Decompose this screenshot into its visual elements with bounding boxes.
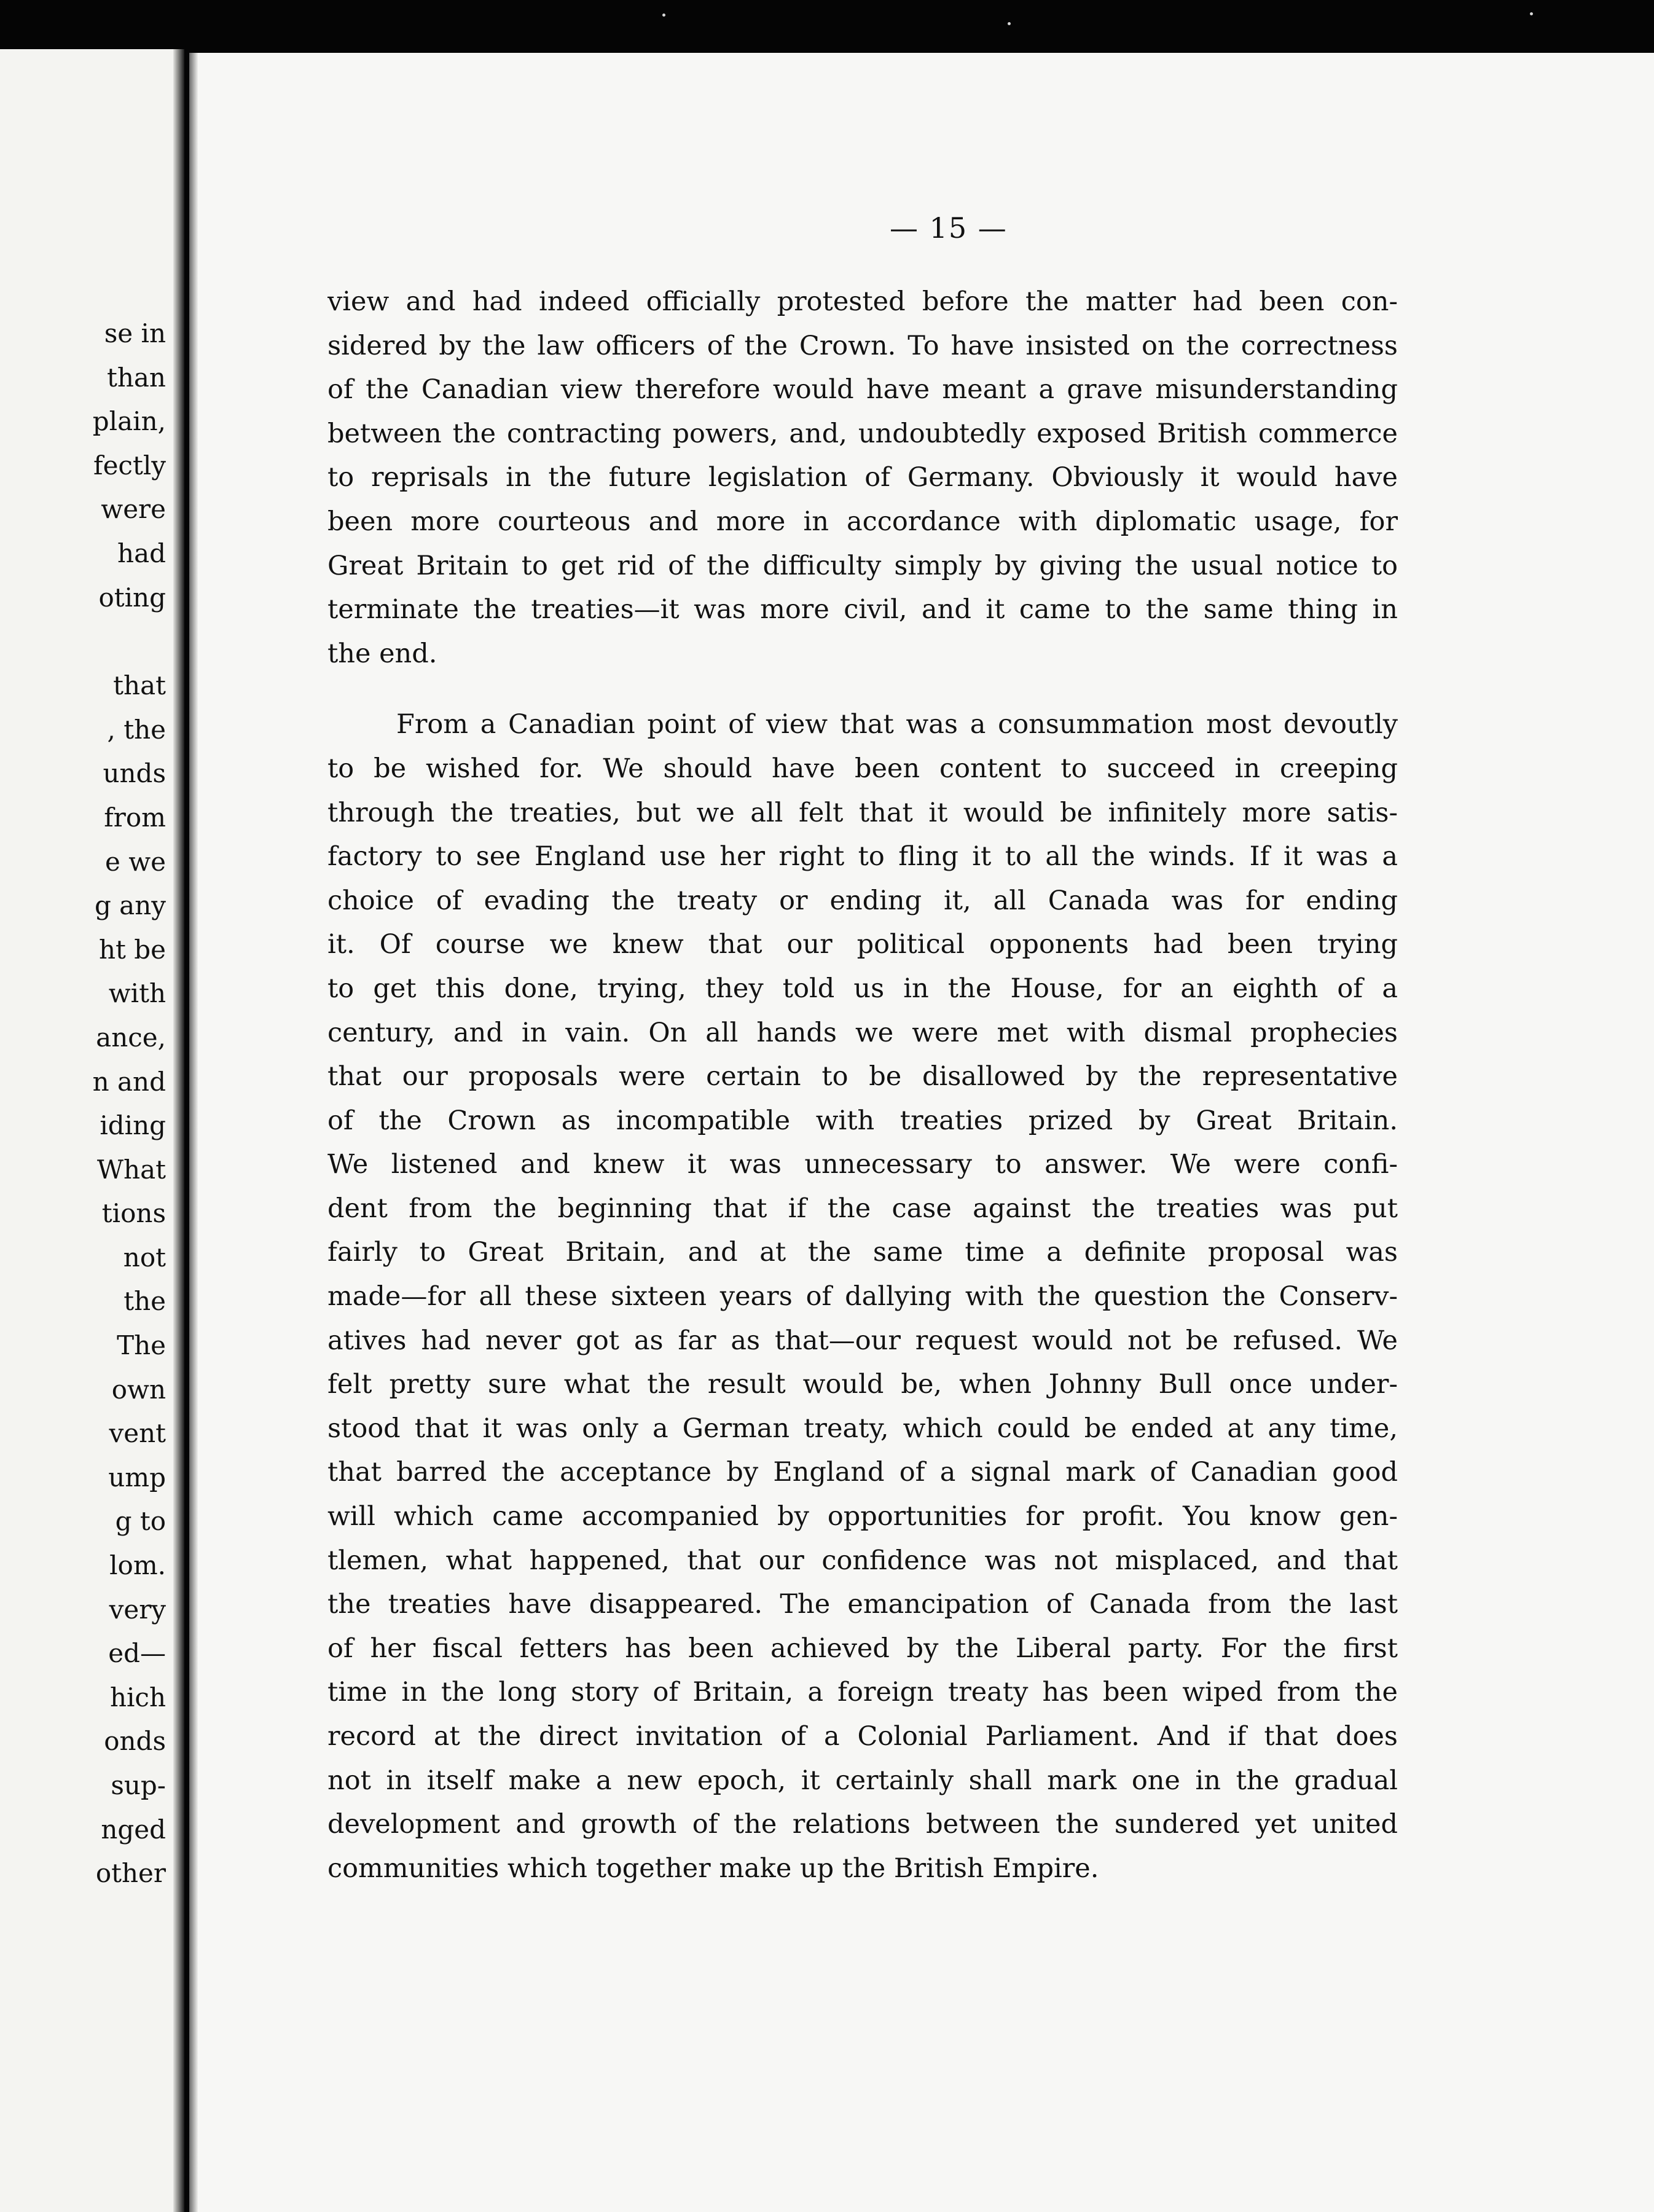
text-line: of the Canadian view therefore would have meant a grave misunderstanding [327, 374, 1398, 406]
right-page [189, 53, 1654, 2212]
left-page-fragment: g any [94, 890, 166, 921]
left-page-fragment: than [106, 362, 166, 393]
left-page-fragment: , the [107, 714, 166, 745]
left-page-fragment: from [104, 802, 166, 833]
left-page-fragment: not [123, 1242, 166, 1273]
text-line: of her fiscal fetters has been achieved by the Liberal party. For the first [327, 1633, 1398, 1664]
left-page-fragment: the [123, 1286, 166, 1317]
text-line: of the Crown as incompatible with treaties prized by Great Britain. [327, 1105, 1398, 1136]
text-line: choice of evading the treaty or ending it, all Canada was for ending [327, 885, 1398, 916]
text-line: to reprisals in the future legislation of Germany. Obviously it would have [327, 462, 1398, 493]
left-page-fragment: had [117, 538, 166, 568]
text-line: We listened and knew it was unnecessary to answer. We were confi- [327, 1149, 1398, 1180]
gutter-shadow [173, 49, 184, 2212]
page-edge-shadow [189, 53, 198, 2212]
text-line: time in the long story of Britain, a foreign treaty has been wiped from the [327, 1677, 1398, 1708]
text-line: between the contracting powers, and, undoubtedly exposed British commerce [327, 418, 1398, 449]
text-line: Great Britain to get rid of the difficulty simply by giving the usual notice to [327, 550, 1398, 581]
text-line: the end. [327, 638, 437, 669]
text-line: terminate the treaties—it was more civil, and it came to the same thing in [327, 594, 1398, 626]
text-line: it. Of course we knew that our political opponents had been trying [327, 929, 1398, 960]
left-page-fragment: sup- [111, 1770, 166, 1800]
text-line: dent from the beginning that if the case against the treaties was put [327, 1193, 1398, 1224]
left-page-fragment: own [111, 1374, 166, 1405]
left-page-fragment: tions [101, 1198, 166, 1229]
left-page-fragment: unds [103, 758, 166, 789]
text-line: factory to see England use her right to fling it to all the winds. If it was a [327, 841, 1398, 873]
paragraph-gap [327, 676, 1398, 703]
left-page-fragment: very [109, 1594, 166, 1625]
left-page-fragment: ed— [108, 1638, 166, 1669]
left-page-fragment: plain, [92, 406, 166, 437]
text-line: communities which together make up the British Empire. [327, 1853, 1099, 1884]
text-line: to get this done, trying, they told us in the House, for an eighth of a [327, 973, 1398, 1004]
text-line: made—for all these sixteen years of dallying with the question the Conserv- [327, 1281, 1398, 1312]
text-line: record at the direct invitation of a Colonial Parliament. And if that does [327, 1721, 1398, 1752]
left-page-fragment [93, 619, 166, 664]
text-line: been more courteous and more in accordance with diplomatic usage, for [327, 506, 1398, 537]
text-line: stood that it was only a German treaty, which could be ended at any time, [327, 1413, 1398, 1444]
left-page-fragment: n and [92, 1066, 166, 1097]
left-page-fragment: ht be [98, 934, 166, 965]
paragraph-2 [327, 703, 1398, 1891]
text-line: that barred the acceptance by England of a signal mark of Canadian good [327, 1457, 1398, 1488]
page-number: — 15 — [890, 211, 1008, 245]
text-line: view and had indeed officially protested before the matter had been con- [327, 286, 1398, 317]
left-page-fragment: nged [101, 1814, 166, 1845]
text-line: to be wished for. We should have been content to succeed in creeping [327, 753, 1398, 784]
paragraph-1 [327, 280, 1398, 676]
text-line: sidered by the law officers of the Crown. To have insisted on the correctness [327, 330, 1398, 361]
left-page-fragment: se in [104, 318, 166, 348]
left-page-fragment: iding [100, 1110, 166, 1141]
text-line: atives had never got as far as that—our request would not be refused. We [327, 1325, 1398, 1356]
left-page-fragment: lom. [109, 1550, 166, 1581]
left-page-fragment: with [108, 978, 166, 1009]
text-line: tlemen, what happened, that our confidence was not misplaced, and that [327, 1545, 1398, 1576]
text-line: century, and in vain. On all hands we were met with dismal prophecies [327, 1017, 1398, 1048]
left-page-fragment: e we [104, 846, 166, 877]
left-page-fragment: g to [115, 1506, 166, 1537]
text-line: through the treaties, but we all felt that it would be infinitely more satis- [327, 797, 1398, 828]
left-page-fragment: vent [109, 1418, 166, 1449]
left-page-fragment: ance, [96, 1022, 166, 1053]
left-page-fragment: oting [98, 582, 166, 613]
text-line: felt pretty sure what the result would be, when Johnny Bull once under- [327, 1369, 1398, 1400]
body-text [327, 280, 1398, 1891]
scan-speck [1530, 12, 1533, 15]
text-line: will which came accompanied by opportunities for profit. You know gen- [327, 1501, 1398, 1532]
left-page-fragment: The [117, 1330, 166, 1361]
text-line: the treaties have disappeared. The emancipation of Canada from the last [327, 1589, 1398, 1620]
text-line: fairly to Great Britain, and at the same time a definite proposal was [327, 1237, 1398, 1268]
left-page-fragment: hich [109, 1682, 166, 1712]
scan-speck [1008, 22, 1011, 25]
text-line: From a Canadian point of view that was a consummation most devoutly [396, 709, 1398, 740]
left-page-text-fragments [93, 312, 166, 1896]
text-line: that our proposals were certain to be disallowed by the representative [327, 1061, 1398, 1092]
left-facing-page [0, 49, 184, 2212]
text-line: development and growth of the relations between the sundered yet united [327, 1809, 1398, 1840]
scan-speck [662, 14, 665, 17]
left-page-fragment: other [95, 1858, 166, 1889]
left-page-fragment: What [96, 1154, 166, 1185]
left-page-fragment: fectly [93, 450, 166, 480]
left-page-fragment: were [101, 494, 166, 525]
left-page-fragment: that [113, 670, 166, 701]
left-page-fragment: ump [108, 1462, 166, 1492]
left-page-fragment: onds [104, 1726, 166, 1757]
text-line: not in itself make a new epoch, it certainly shall mark one in the gradual [327, 1765, 1398, 1796]
